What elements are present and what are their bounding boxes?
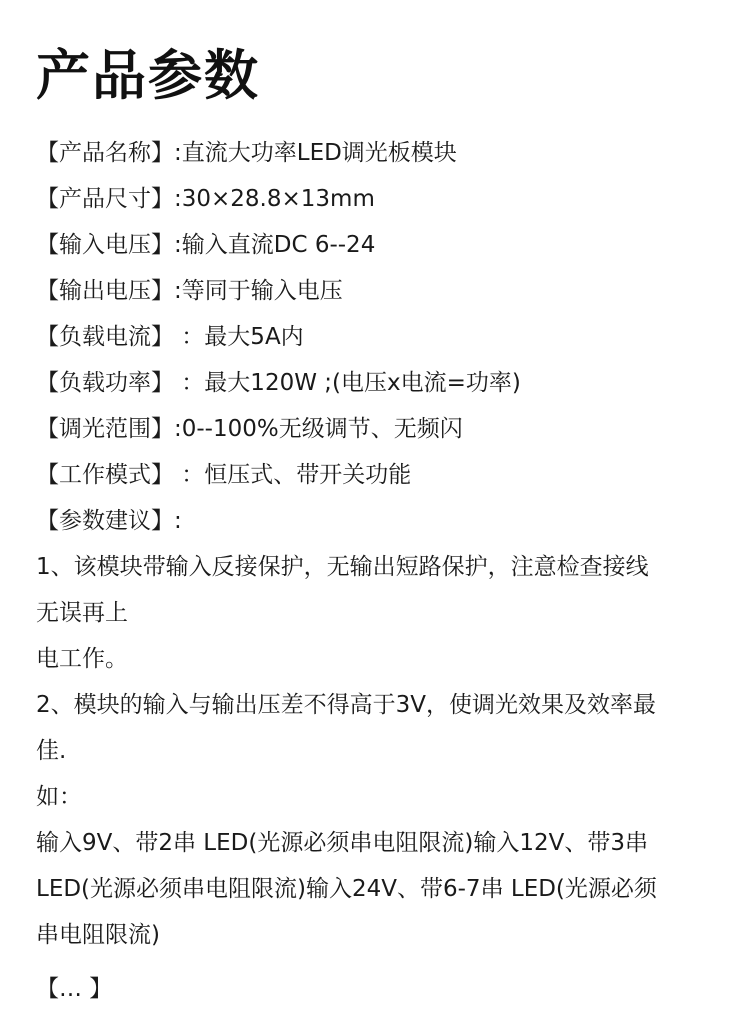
- notes-block: [36, 544, 720, 958]
- spec-work-mode: 【工作模式】 ：恒压式、带开关功能: [36, 462, 412, 488]
- cut-off-next-line: 【… 】: [36, 976, 113, 1002]
- note-line: 串电阻限流): [36, 922, 160, 948]
- note-line: 无误再上: [36, 600, 128, 626]
- spec-output-voltage: 【输出电压】:等同于输入电压: [36, 278, 343, 304]
- spec-load-current: 【负载电流】 ：最大5A内: [36, 324, 304, 350]
- spec-list: [36, 130, 726, 544]
- note-line: 1、该模块带输入反接保护，无输出短路保护，注意检查接线: [36, 554, 649, 580]
- note-line: 如：: [36, 784, 82, 810]
- note-line: 电工作。: [36, 646, 128, 672]
- note-line: 佳.: [36, 738, 67, 764]
- spec-product-size: 【产品尺寸】:30×28.8×13mm: [36, 186, 375, 212]
- spec-load-power: 【负载功率】 ：最大120W ;(电压x电流=功率): [36, 370, 521, 396]
- spec-product-name: 【产品名称】:直流大功率LED调光板模块: [36, 140, 457, 166]
- note-line: LED(光源必须串电阻限流)输入24V、带6-7串 LED(光源必须: [36, 876, 657, 902]
- spec-recommendation: 【参数建议】:: [36, 508, 182, 534]
- page-title: 产品参数: [36, 44, 260, 107]
- note-line: 2、模块的输入与输出压差不得高于3V，使调光效果及效率最: [36, 692, 657, 718]
- spec-dimming-range: 【调光范围】:0--100%无级调节、无频闪: [36, 416, 463, 442]
- note-line: 输入9V、带2串 LED(光源必须串电阻限流)输入12V、带3串: [36, 830, 648, 856]
- spec-input-voltage: 【输入电压】:输入直流DC 6--24: [36, 232, 376, 258]
